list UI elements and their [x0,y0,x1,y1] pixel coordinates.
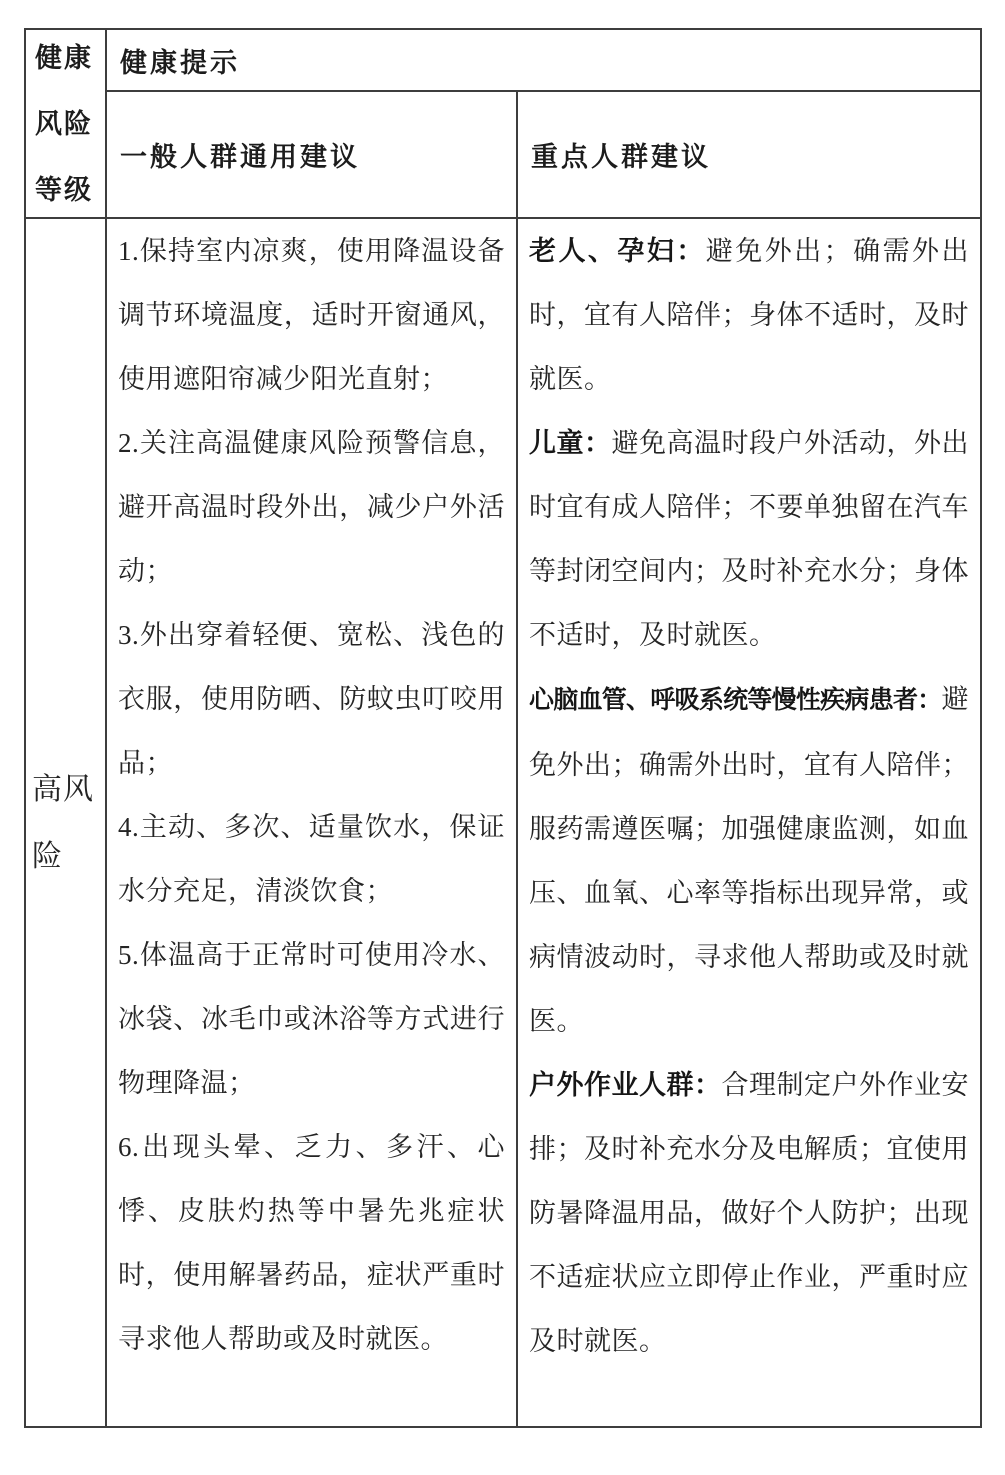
risk-level-value: 高风险 [32,772,94,873]
general-advice-item: 2.关注高温健康风险预警信息，避开高温时段外出，减少户外活动； [118,428,505,586]
general-advice-item: 3.外出穿着轻便、宽松、浅色的衣服，使用防晒、防蚊虫叮咬用品； [118,620,505,778]
key-population-advice-cell [518,219,980,1426]
key-population-header-label: 重点人群建议 [531,142,711,172]
key-group-name: 儿童： [529,428,612,458]
key-group-advice: 合理制定户外作业安排；及时补充水分及电解质；宜使用防暑降温用品，做好个人防护；出现不适症状应立即停止作业，严重时应及时就医。 [529,1070,969,1356]
general-advice-cell [107,219,518,1426]
general-advice-item: 5.体温高于正常时可使用冷水、冰袋、冰毛巾或沐浴等方式进行物理降温； [118,940,505,1098]
key-group-item [529,411,969,667]
general-population-header-label: 一般人群通用建议 [120,142,360,172]
key-group-name: 老人、孕妇： [529,236,706,266]
general-advice-item: 6.出现头晕、乏力、多汗、心悸、皮肤灼热等中暑先兆症状时，使用解暑药品，症状严重时寻求他人帮助或及时就医。 [118,1132,505,1354]
risk-level-header-label: 健康风险等级 [35,42,93,205]
key-group-advice: 避免高温时段户外活动，外出时宜有成人陪伴；不要单独留在汽车等封闭空间内；及时补充水分；身体不适时，及时就医。 [529,428,969,650]
key-group-advice: 避免外出；确需外出时，宜有人陪伴；身体不适时，及时就医。 [529,236,970,394]
key-group-advice: 避免外出；确需外出时，宜有人陪伴；服药需遵医嘱；加强健康监测，如血压、血氧、心率等指标出现异常，或病情波动时，寻求他人帮助或及时就医。 [529,684,969,1036]
key-group-name: 户外作业人群： [529,1070,722,1100]
general-population-header-cell [107,92,518,219]
key-group-item [529,1053,969,1373]
health-tips-header-label: 健康提示 [120,47,240,78]
risk-level-cell [26,219,107,1426]
risk-level-header-cell [26,30,107,219]
general-advice-item: 1.保持室内凉爽，使用降温设备调节环境温度，适时开窗通风，使用遮阳帘减少阳光直射； [118,236,505,394]
key-population-header-cell [518,92,980,219]
key-group-name: 心脑血管、呼吸系统等慢性疾病患者： [529,687,942,714]
key-group-item [529,219,969,411]
health-tips-header-cell [107,30,980,92]
health-risk-table [24,28,982,1428]
key-group-item [529,667,969,1053]
general-advice-item: 4.主动、多次、适量饮水，保证水分充足，清淡饮食； [118,812,505,906]
